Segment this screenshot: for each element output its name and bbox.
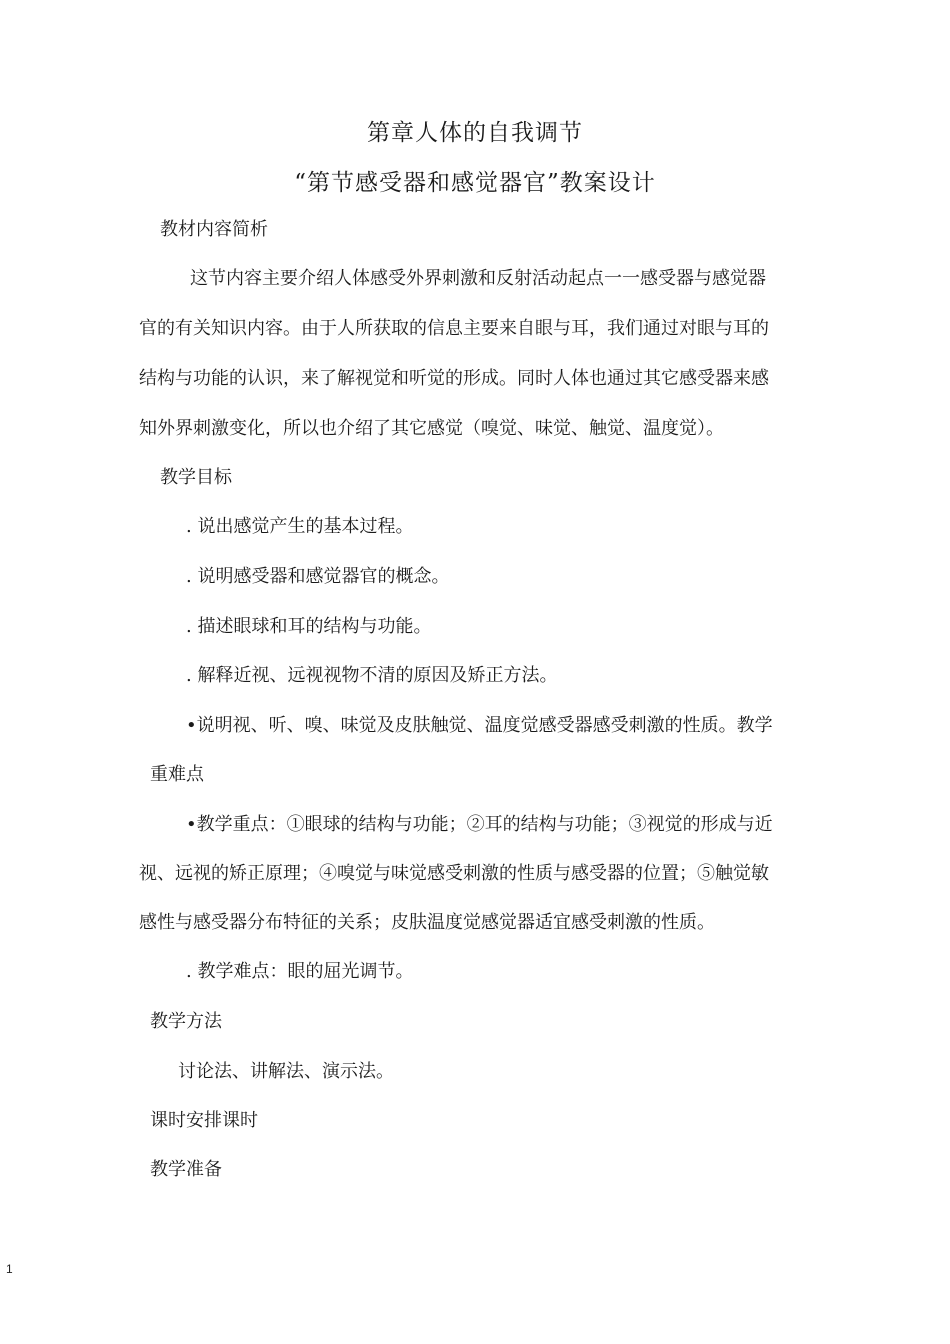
- paragraph-line: 结构与功能的认识，来了解视觉和听觉的形成。同时人体也通过其它感受器来感: [139, 368, 769, 389]
- section-heading-prep: 教学准备: [150, 1159, 222, 1180]
- paragraph-line: 官的有关知识内容。由于人所获取的信息主要来自眼与耳，我们通过对眼与耳的: [139, 318, 769, 339]
- section-heading-key: 重难点: [150, 764, 204, 785]
- paragraph-line: 知外界刺激变化，所以也介绍了其它感觉（嗅觉、味觉、触觉、温度觉）。: [139, 418, 724, 439]
- page-subtitle: “第节感受器和感觉器官”教案设计: [294, 170, 656, 196]
- goal-item: •说明视、听、嗅、味觉及皮肤触觉、温度觉感受器感受刺激的性质。教学: [186, 715, 773, 736]
- section-heading-content: 教材内容简析: [160, 219, 268, 240]
- paragraph-line: 这节内容主要介绍人体感受外界刺激和反射活动起点一一感受器与感觉器: [190, 268, 766, 289]
- goal-item: . 说明感受器和感觉器官的概念。: [186, 566, 450, 587]
- section-heading-method: 教学方法: [150, 1011, 222, 1032]
- goal-item: . 解释近视、远视视物不清的原因及矫正方法。: [186, 665, 558, 686]
- page-number: 1: [6, 1262, 13, 1276]
- key-point-line: 感性与感受器分布特征的关系；皮肤温度觉感觉器适宜感受刺激的性质。: [139, 912, 715, 933]
- key-point-line: 视、远视的矫正原理；④嗅觉与味觉感受刺激的性质与感受器的位置；⑤触觉敏: [139, 863, 769, 884]
- section-heading-goals: 教学目标: [160, 467, 232, 488]
- key-point-line: •教学重点：①眼球的结构与功能；②耳的结构与功能；③视觉的形成与近: [186, 814, 773, 835]
- section-heading-schedule: 课时安排课时: [150, 1110, 258, 1131]
- goal-item: . 描述眼球和耳的结构与功能。: [186, 616, 432, 637]
- page-title: 第章人体的自我调节: [367, 120, 583, 146]
- goal-item: . 说出感觉产生的基本过程。: [186, 516, 414, 537]
- difficulty-line: . 教学难点：眼的屈光调节。: [186, 961, 414, 982]
- method-text: 讨论法、讲解法、演示法。: [178, 1061, 394, 1082]
